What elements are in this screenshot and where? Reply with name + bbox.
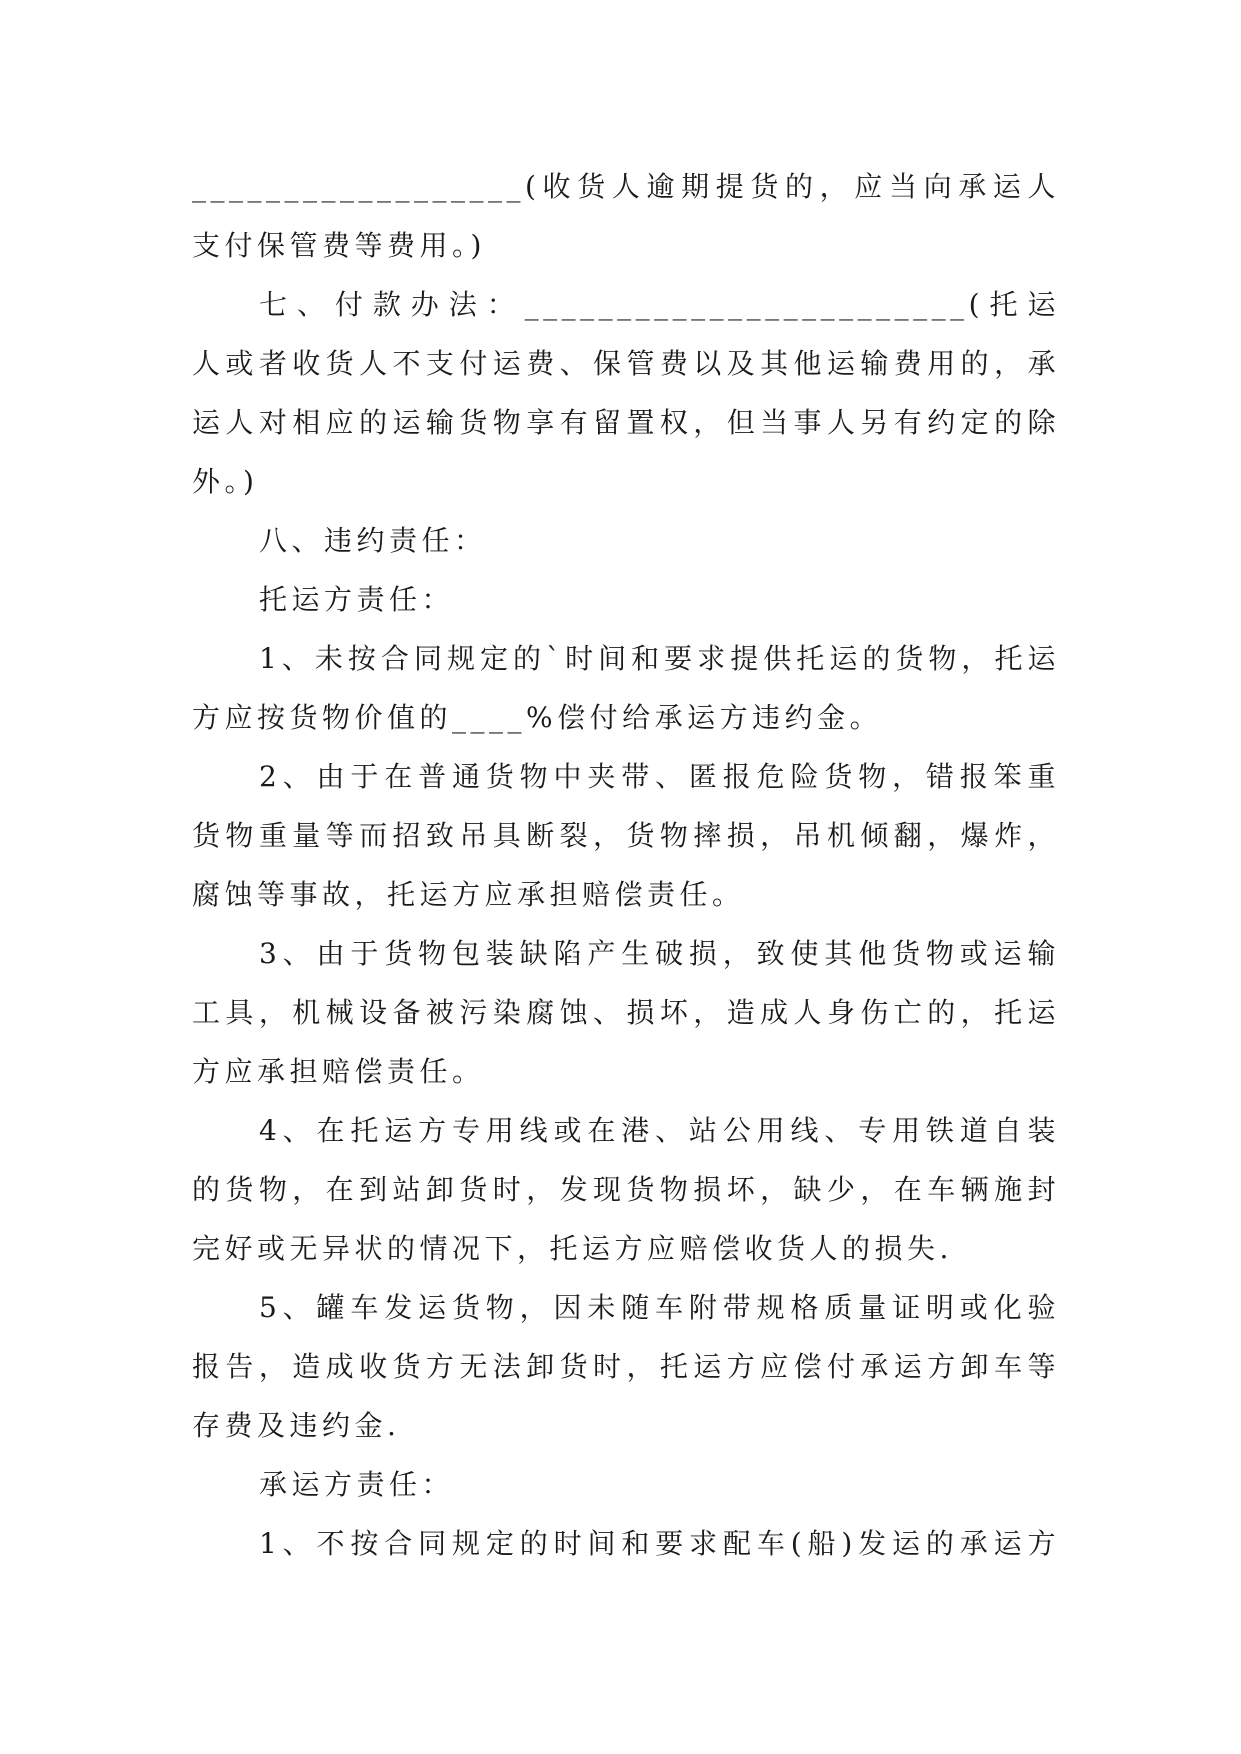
- document-body: [192, 157, 1060, 1573]
- text-line: 方应按货物价值的____%偿付给承运方违约金。: [192, 701, 883, 734]
- text-line: 腐蚀等事故，托运方应承担赔偿责任。: [192, 878, 745, 911]
- text-line: 存费及违约金.: [192, 1409, 401, 1442]
- text-line: 外。): [192, 465, 259, 498]
- section-heading-liability: [192, 511, 1060, 570]
- paragraph-shipper-item-2: [192, 747, 1060, 924]
- paragraph-carrier-item-1: [192, 1514, 1060, 1573]
- text-line: __________________(收货人逾期提货的，应当向承运人: [192, 170, 1060, 203]
- text-line: 的货物，在到站卸货时，发现货物损坏，缺少，在车辆施封: [192, 1173, 1060, 1206]
- text-line: 支付保管费等费用。): [192, 229, 486, 262]
- subsection-heading-carrier: [192, 1455, 1060, 1514]
- subsection-heading-shipper: [192, 570, 1060, 629]
- text-line: 人或者收货人不支付运费、保管费以及其他运输费用的，承: [192, 347, 1060, 380]
- text-line: 货物重量等而招致吊具断裂，货物摔损，吊机倾翻，爆炸，: [192, 819, 1060, 852]
- paragraph-storage-fee-continuation: [192, 157, 1060, 275]
- text-line: 方应承担赔偿责任。: [192, 1055, 485, 1088]
- text-line: 七、付款办法：________________________(托运: [259, 288, 1060, 321]
- text-line: 1、未按合同规定的`时间和要求提供托运的货物，托运: [259, 642, 1060, 675]
- text-line: 1、不按合同规定的时间和要求配车(船)发运的承运方: [259, 1527, 1060, 1560]
- text-line: 2、由于在普通货物中夹带、匿报危险货物，错报笨重: [259, 760, 1060, 793]
- text-line: 报告，造成收货方无法卸货时，托运方应偿付承运方卸车等: [192, 1350, 1060, 1383]
- text-line: 运人对相应的运输货物享有留置权，但当事人另有约定的除: [192, 406, 1060, 439]
- paragraph-shipper-item-1: [192, 629, 1060, 747]
- text-line: 5、罐车发运货物，因未随车附带规格质量证明或化验: [259, 1291, 1060, 1324]
- paragraph-shipper-item-4: [192, 1101, 1060, 1278]
- section-heading: 八、违约责任：: [259, 524, 487, 557]
- paragraph-shipper-item-5: [192, 1278, 1060, 1455]
- paragraph-shipper-item-3: [192, 924, 1060, 1101]
- subsection-heading: 承运方责任：: [259, 1468, 455, 1501]
- text-line: 工具，机械设备被污染腐蚀、损坏，造成人身伤亡的，托运: [192, 996, 1060, 1029]
- text-line: 3、由于货物包装缺陷产生破损，致使其他货物或运输: [259, 937, 1060, 970]
- text-line: 完好或无异状的情况下，托运方应赔偿收货人的损失.: [192, 1232, 953, 1265]
- subsection-heading: 托运方责任：: [259, 583, 455, 616]
- paragraph-payment-method: [192, 275, 1060, 511]
- text-line: 4、在托运方专用线或在港、站公用线、专用铁道自装: [259, 1114, 1060, 1147]
